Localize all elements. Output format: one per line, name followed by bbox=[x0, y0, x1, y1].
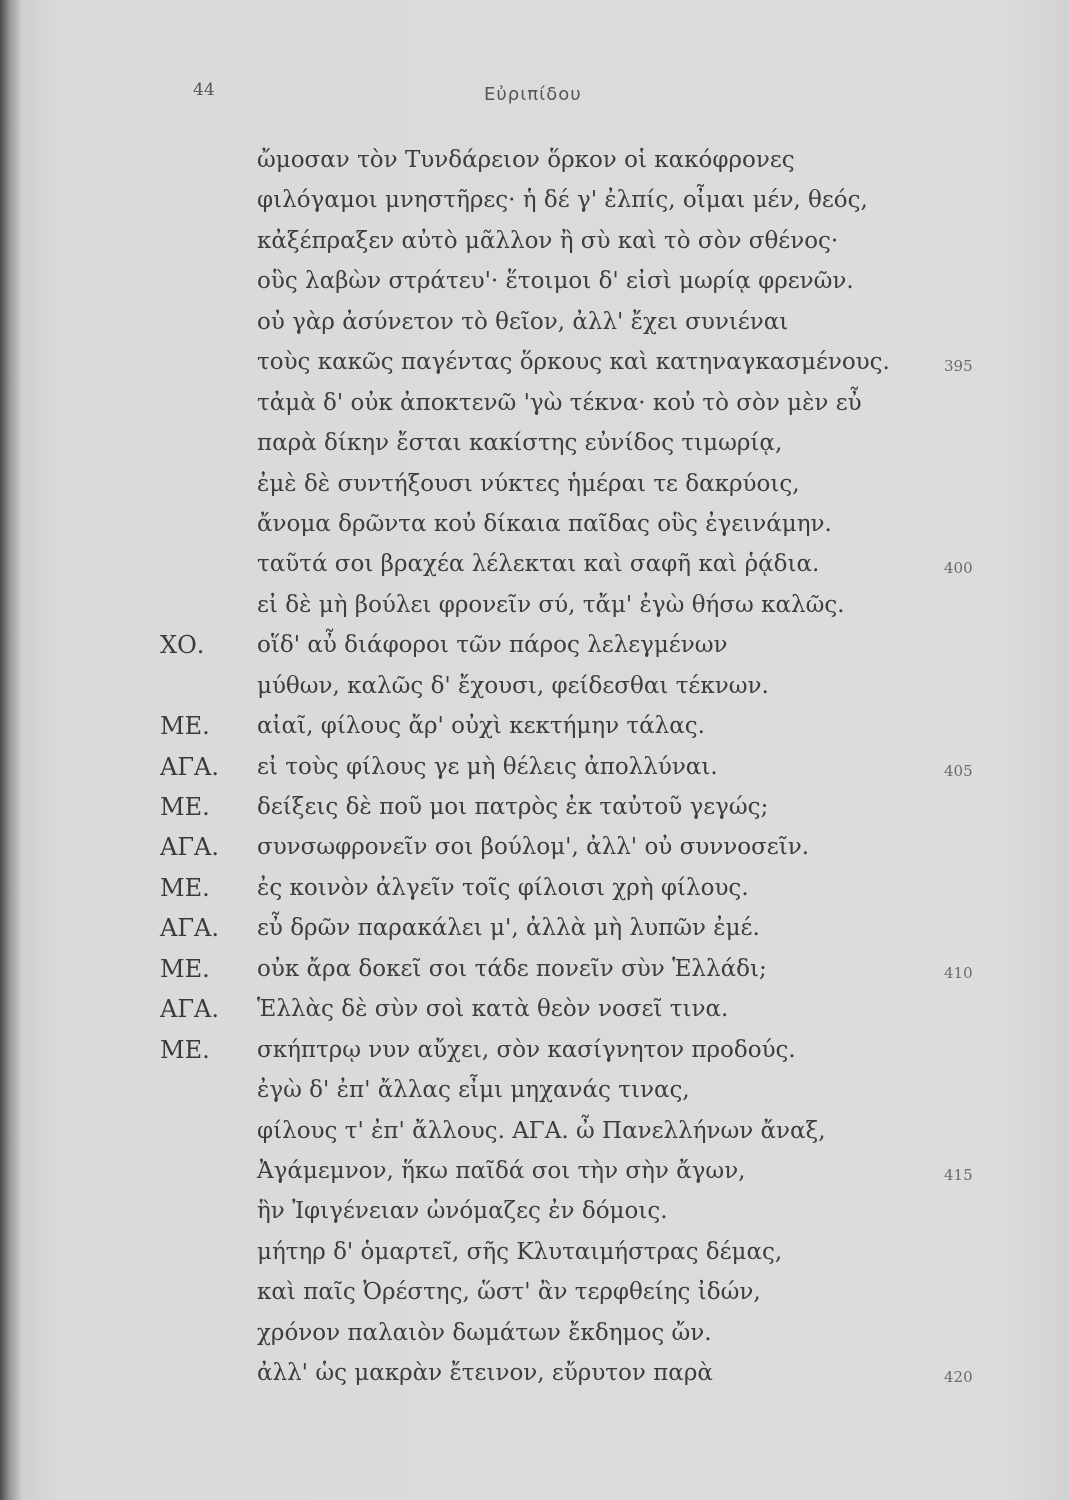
speaker-label: ΧΟ. bbox=[160, 631, 205, 660]
line-number: 400 bbox=[944, 559, 973, 578]
verse-line bbox=[0, 504, 1069, 544]
verse-line bbox=[0, 868, 1069, 908]
verse-text: ὤμοσαν τὸν Τυνδάρειον ὅρκον οἱ κακόφρονες bbox=[257, 147, 795, 173]
running-title: Εὐριπίδου bbox=[484, 84, 582, 105]
speaker-label: ΑΓΑ. bbox=[160, 995, 219, 1024]
verse-text: εἰ τοὺς φίλους γε μὴ θέλεις ἀπολλύναι. bbox=[257, 753, 718, 780]
verse-line bbox=[0, 1353, 1069, 1393]
verse-line bbox=[0, 625, 1069, 665]
verse-text: δείξεις δὲ ποῦ μοι πατρὸς ἐκ ταὐτοῦ γεγώς; bbox=[257, 794, 769, 820]
verse-line bbox=[0, 302, 1069, 342]
verse-text: κἀξέπραξεν αὐτὸ μᾶλλον ἢ σὺ καὶ τὸ σὸν σθένος· bbox=[257, 227, 839, 254]
verse-text: ἣν Ἰφιγένειαν ὠνόμαζες ἐν δόμοις. bbox=[257, 1198, 668, 1225]
verse-text: ἄνομα δρῶντα κοὐ δίκαια παῖδας οὓς ἐγεινάμην. bbox=[257, 510, 832, 537]
verse-line bbox=[0, 666, 1069, 706]
verse-text: φίλους τ' ἐπ' ἄλλους. ΑΓΑ. ὦ Πανελλήνων ἄναξ, bbox=[257, 1117, 826, 1144]
verse-line bbox=[0, 585, 1069, 625]
verse-line bbox=[0, 949, 1069, 989]
speaker-label: ΜΕ. bbox=[160, 712, 210, 741]
verse-text: μύθων, καλῶς δ' ἔχουσι, φείδεσθαι τέκνων. bbox=[257, 672, 769, 699]
speaker-label: ΜΕ. bbox=[160, 1035, 210, 1064]
verse-line bbox=[0, 383, 1069, 423]
verse-line bbox=[0, 908, 1069, 948]
page-number: 44 bbox=[193, 80, 215, 100]
verse-text: εὖ δρῶν παρακάλει μ', ἀλλὰ μὴ λυπῶν ἐμέ. bbox=[257, 915, 760, 942]
verse-text: Ἑλλὰς δὲ σὺν σοὶ κατὰ θεὸν νοσεῖ τινα. bbox=[257, 996, 729, 1023]
verse-line bbox=[0, 827, 1069, 867]
verse-line bbox=[0, 221, 1069, 261]
verse-text: Ἀγάμεμνον, ἥκω παῖδά σοι τὴν σὴν ἄγων, bbox=[257, 1157, 746, 1184]
verse-text: αἰαῖ, φίλους ἄρ' οὐχὶ κεκτήμην τάλας. bbox=[257, 713, 705, 740]
speaker-label: ΜΕ. bbox=[160, 954, 210, 983]
verse-line bbox=[0, 464, 1069, 504]
verse-line bbox=[0, 989, 1069, 1029]
line-number: 415 bbox=[944, 1165, 973, 1184]
verse-line bbox=[0, 180, 1069, 220]
verse-line bbox=[0, 1313, 1069, 1353]
speaker-label: ΜΕ. bbox=[160, 873, 210, 902]
speaker-label: ΜΕ. bbox=[160, 793, 210, 821]
verse-line bbox=[0, 706, 1069, 746]
verse-line bbox=[0, 1151, 1069, 1191]
verse-text: ταῦτά σοι βραχέα λέλεκται καὶ σαφῆ καὶ ῥᾴδια. bbox=[257, 551, 820, 578]
verse-line bbox=[0, 140, 1069, 180]
verse-line bbox=[0, 544, 1069, 584]
verse-line bbox=[0, 1232, 1069, 1272]
verse-text: φιλόγαμοι μνηστῆρες· ἡ δέ γ' ἐλπίς, οἶμαι μέν, θεός, bbox=[257, 187, 868, 214]
verse-line bbox=[0, 1191, 1069, 1231]
verse-text: οὐκ ἄρα δοκεῖ σοι τάδε πονεῖν σὺν Ἑλλάδι; bbox=[257, 955, 767, 982]
verse-text: χρόνον παλαιὸν δωμάτων ἔκδημος ὤν. bbox=[257, 1319, 712, 1346]
verse-text: συνσωφρονεῖν σοι βούλομ', ἀλλ' οὐ συννοσεῖν. bbox=[257, 834, 809, 861]
line-number: 395 bbox=[944, 357, 973, 376]
verse-text: καὶ παῖς Ὀρέστης, ὥστ' ἂν τερφθείης ἰδών, bbox=[257, 1279, 761, 1306]
verse-line bbox=[0, 1272, 1069, 1312]
verse-text: μήτηρ δ' ὁμαρτεῖ, σῆς Κλυταιμήστρας δέμας, bbox=[257, 1238, 783, 1265]
verse-line bbox=[0, 1030, 1069, 1070]
line-number: 410 bbox=[944, 963, 973, 982]
line-number: 405 bbox=[944, 761, 973, 780]
verse-text-block bbox=[0, 140, 1069, 1394]
verse-text: οὐ γὰρ ἀσύνετον τὸ θεῖον, ἀλλ' ἔχει συνιέναι bbox=[257, 308, 789, 335]
speaker-label: ΑΓΑ. bbox=[160, 752, 219, 781]
verse-text: ἐγὼ δ' ἐπ' ἄλλας εἶμι μηχανάς τινας, bbox=[257, 1077, 690, 1104]
verse-text: ἐμὲ δὲ συντήξουσι νύκτες ἡμέραι τε δακρύοις, bbox=[257, 470, 800, 497]
verse-line bbox=[0, 261, 1069, 301]
verse-text: τἀμὰ δ' οὐκ ἀποκτενῶ 'γὼ τέκνα· κοὐ τὸ σὸν μὲν εὖ bbox=[257, 389, 862, 416]
verse-text: τοὺς κακῶς παγέντας ὅρκους καὶ κατηναγκασμένους. bbox=[257, 349, 890, 376]
verse-text: σκήπτρῳ νυν αὔχει, σὸν κασίγνητον προδούς. bbox=[257, 1036, 796, 1063]
verse-text: οἵδ' αὖ διάφοροι τῶν πάρος λελεγμένων bbox=[257, 632, 728, 659]
verse-text: ἀλλ' ὡς μακρὰν ἔτεινον, εὔρυτον παρὰ bbox=[257, 1360, 713, 1387]
verse-text: εἰ δὲ μὴ βούλει φρονεῖν σύ, τἄμ' ἐγὼ θήσω καλῶς. bbox=[257, 591, 845, 618]
verse-text: οὓς λαβὼν στράτευ'· ἕτοιμοι δ' εἰσὶ μωρίᾳ φρενῶν. bbox=[257, 268, 854, 295]
verse-line bbox=[0, 1070, 1069, 1110]
verse-line bbox=[0, 787, 1069, 827]
verse-text: παρὰ δίκην ἔσται κακίστης εὐνίδος τιμωρίᾳ, bbox=[257, 430, 783, 457]
verse-line bbox=[0, 342, 1069, 382]
verse-line bbox=[0, 1111, 1069, 1151]
verse-line bbox=[0, 423, 1069, 463]
line-number: 420 bbox=[944, 1368, 973, 1387]
verse-text: ἐς κοινὸν ἀλγεῖν τοῖς φίλοισι χρὴ φίλους. bbox=[257, 874, 749, 901]
verse-line bbox=[0, 747, 1069, 787]
speaker-label: ΑΓΑ. bbox=[160, 914, 219, 943]
speaker-label: ΑΓΑ. bbox=[160, 833, 219, 862]
